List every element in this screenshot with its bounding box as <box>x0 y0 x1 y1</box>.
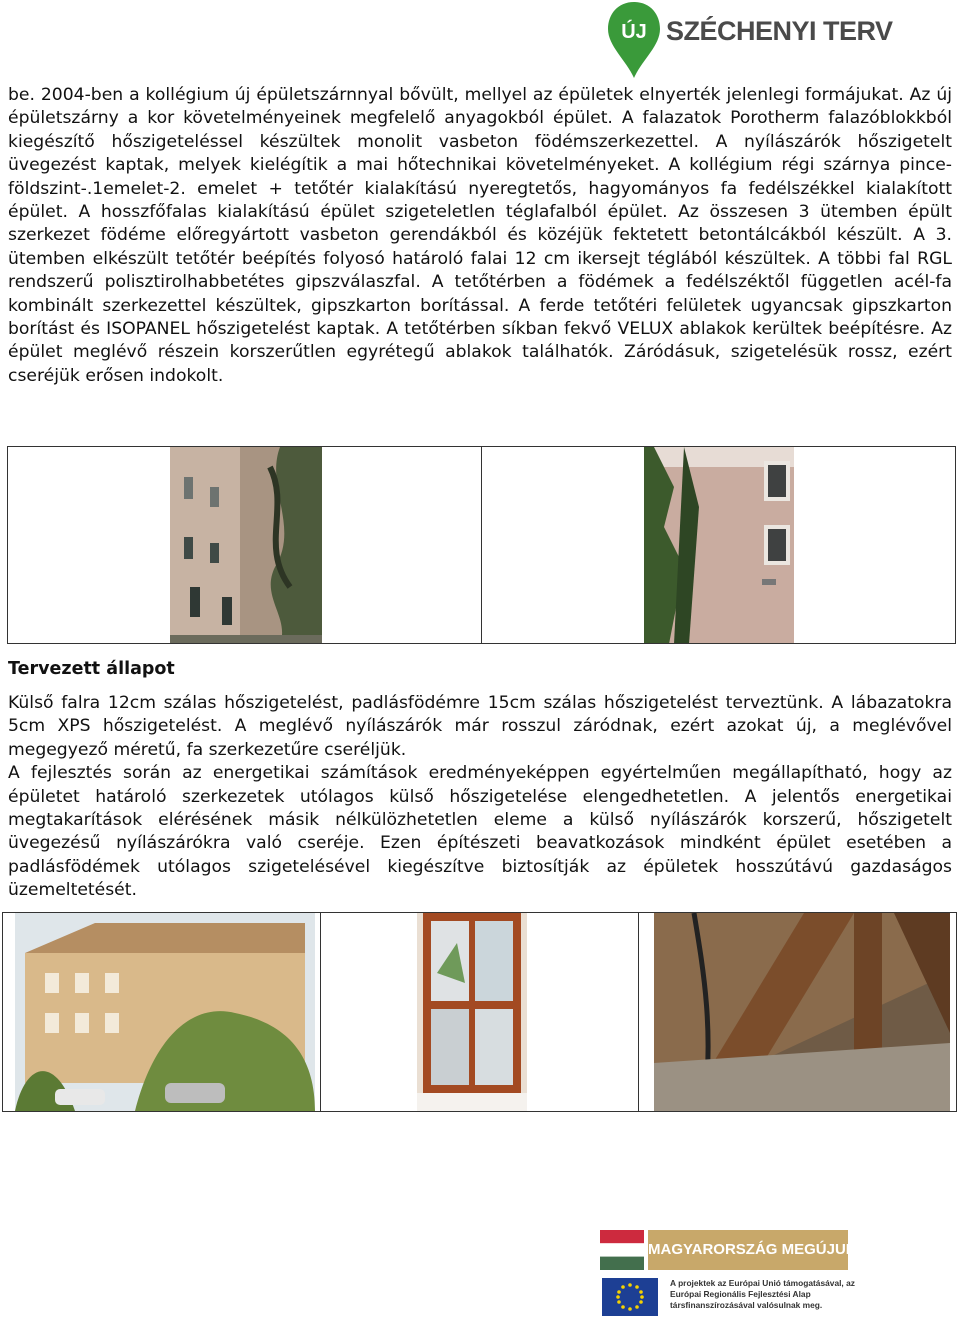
new-window-photo <box>417 913 527 1111</box>
badge-note: A projektek az Európai Unió támogatásával, az Európai Regionális Fejlesztési Alap társfinanszírozásával valósulnak meg. <box>670 1278 855 1310</box>
photo-cell-old-wing <box>8 447 482 643</box>
eu-flag-icon <box>602 1278 658 1316</box>
eu-funding-badge <box>600 1224 860 1320</box>
badge-title: MAGYARORSZÁG MEGÚJUL <box>648 1230 848 1270</box>
photo-row-planned <box>2 912 957 1112</box>
photo-cell-attic <box>639 913 956 1111</box>
szechenyi-terv-logo <box>600 0 900 80</box>
svg-text:ÚJ: ÚJ <box>621 21 647 43</box>
energy-savings-paragraph: A fejlesztés során az energetikai számítások eredményeképpen egyértelműen megállapítható, hogy az épületet határoló szerkezetek utólagos külső hőszigetelése elengedhetetlen. A jelentős energetikai megtakarítások elérésének másik nélkülözhetetlen eleme a külső nyílászárók korszerű, hőszigetelt üvegezésű nyílászárókra való cseréje. Ezen építészeti beavatkozások mindként épület esetében a padlásfödémek utólagos szigetelésével kiegészítve biztosítják az épületek hosszútávú gazdaságos üzemeltetését. <box>8 763 952 901</box>
photo-cell-new-wing <box>482 447 955 643</box>
building-facade-photo <box>170 447 322 643</box>
renovated-building-photo <box>15 913 315 1111</box>
photo-cell-window <box>321 913 639 1111</box>
uj-pin-icon <box>604 0 664 80</box>
planned-insulation-paragraph: Külső falra 12cm szálas hőszigetelést, padlásfödémre 15cm szálas hőszigetelést terveztünk. A lábazatokra 5cm XPS hőszigetelést. A meglévő nyílászárók már rosszul záródnak, ezért azokat új, a meglévővel megegyező méretű, fa szerkezetűre cseréljük. <box>8 693 952 760</box>
logo-title: SZÉCHENYI TERV <box>666 16 893 46</box>
photo-row-existing <box>7 446 956 644</box>
photo-cell-building <box>3 913 321 1111</box>
attic-structure-photo <box>654 913 950 1111</box>
planned-state-paragraphs <box>8 692 952 903</box>
existing-state-paragraph: be. 2004-ben a kollégium új épületszárnnyal bővült, mellyel az épületek elnyerték jelenlegi formájukat. Az új épületszárny a kor követelményeinek megfelelő anyagokból épület. A falazatok Porotherm falazóblokkból kiegészítő hőszigeteléssel készültek monolit vasbeton födémszerkezettel. A nyílászárók hőszigetelt üvegezést kaptak, melyek kielégítik a mai hőtechnikai követelményeket. A kollégium régi szárnya pince-földszint-.1emelet-2. emelet + tetőtér kialakítású nyeregtetős, hagyományos fa fedélszékkel kialakított épület. A hosszfőfalas kialakítású épület szigeteletlen téglafalból épület. Az összesen 3 ütemben épült szerkezet födéme előregyártott vasbeton gerendákból és közéjük fektetett betontálcákból készült. A 3. ütemben elkészült tetőtér beépítés folyosó határoló falai 12 cm ikersejt téglából készültek. A többi fal RGL rendszerű polisztirolhabbetétes gipszválaszfal. A tetőtérben a födémek a fedélszéktől független acél-fa kombinált szerkezettel készültek, gipszkarton borítással. A ferde tetőtéri felületek ugyancsak gipszkarton borítást és ISOPANEL hőszigetelést kaptak. A tetőtérben síkban fekvő VELUX ablakok kerültek beépítésre. Az épület meglévő részein korszerűtlen egyrétegű ablakok találhatók. Záródásuk, szigetelésük rossz, ezért cseréjük erősen indokolt. <box>8 85 952 386</box>
hungarian-flag-icon <box>600 1230 644 1270</box>
building-wall-photo <box>644 447 794 643</box>
section-heading: Tervezett állapot <box>8 659 175 679</box>
